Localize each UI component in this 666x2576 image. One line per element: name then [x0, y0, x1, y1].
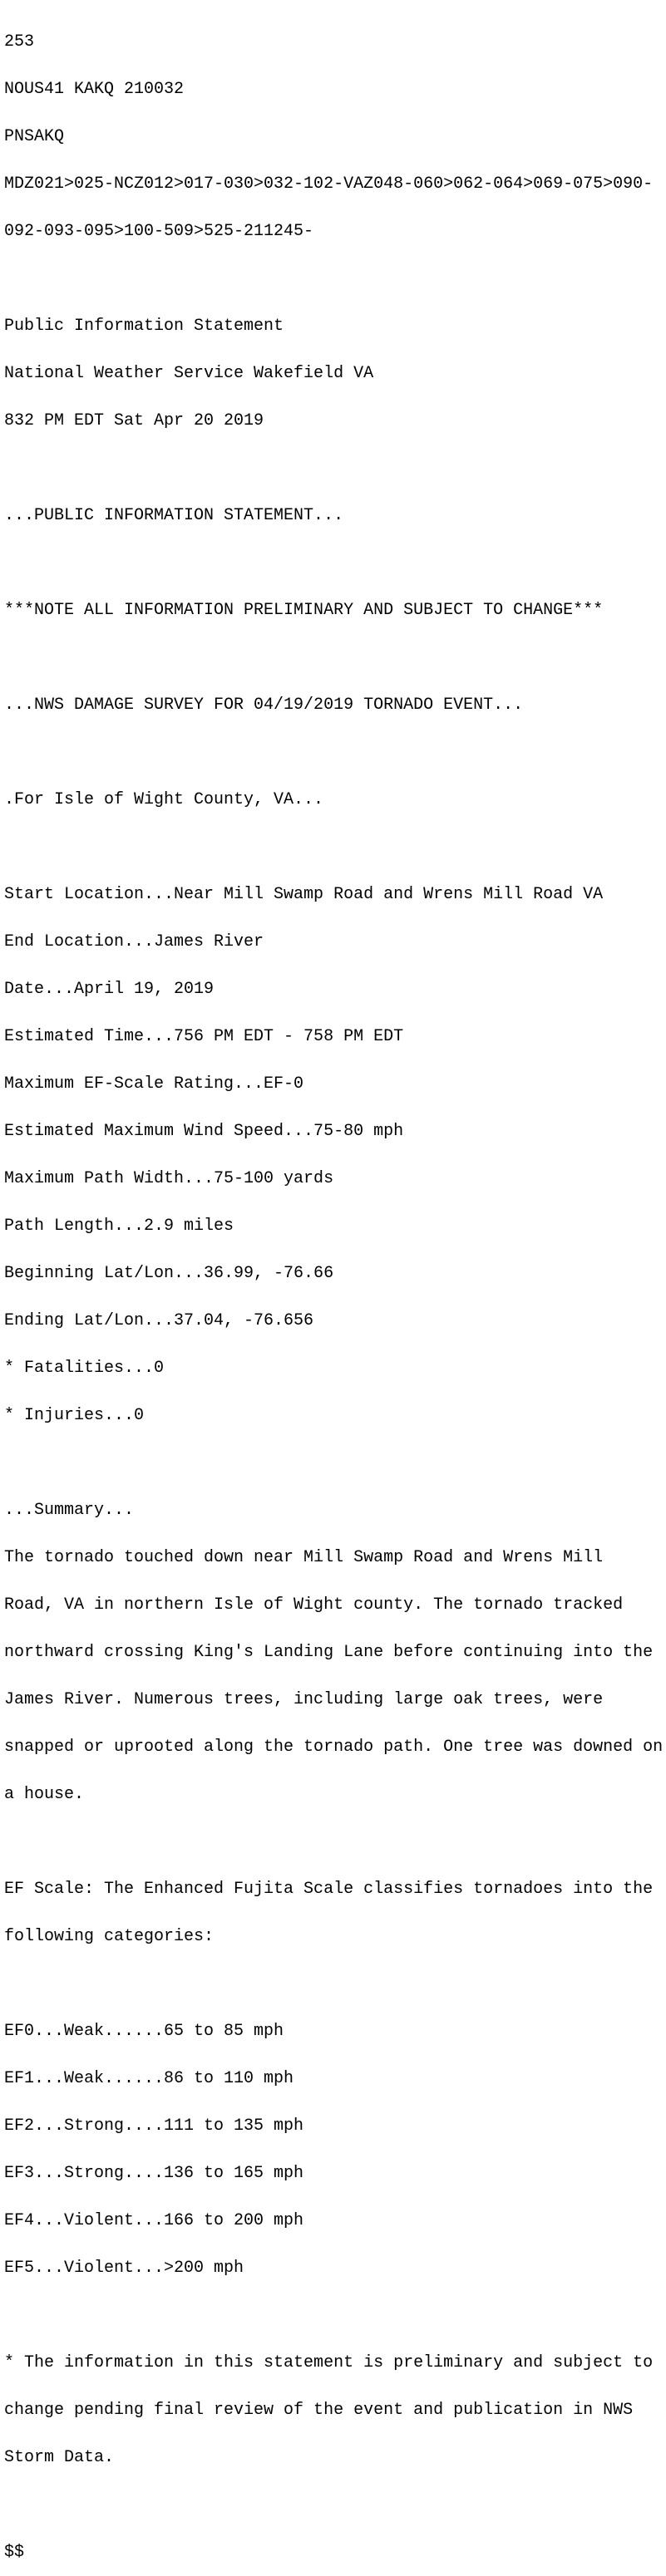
summary-text-line: Road, VA in northern Isle of Wight county. The tornado tracked: [4, 1595, 624, 1615]
blank-line: [4, 2308, 666, 2323]
blank-line: [4, 555, 666, 571]
ef-category-ef3: EF3...Strong....136 to 165 mph: [4, 2164, 304, 2183]
ef-category-ef5: EF5...Violent...>200 mph: [4, 2259, 244, 2278]
summary-text-line: northward crossing King's Landing Lane before continuing into the: [4, 1643, 654, 1662]
ugc-zone-line: MDZ021>025-NCZ012>017-030>032-102-VAZ048-060>062-064>069-075>090-: [4, 175, 654, 194]
issue-time: 832 PM EDT Sat Apr 20 2019: [4, 411, 264, 430]
detail-fatalities: * Fatalities...0: [4, 1359, 165, 1378]
detail-date: Date...April 19, 2019: [4, 980, 215, 999]
disclaimer-line: change pending final review of the event and publication in NWS: [4, 2401, 634, 2420]
wmo-header: NOUS41 KAKQ 210032: [4, 80, 185, 99]
survey-heading: ...NWS DAMAGE SURVEY FOR 04/19/2019 TORNADO EVENT...: [4, 696, 524, 715]
blank-line: [4, 2497, 666, 2513]
blank-line: [4, 1976, 666, 1992]
ef-category-ef0: EF0...Weak......65 to 85 mph: [4, 2022, 284, 2041]
product-title: Public Information Statement: [4, 317, 284, 336]
summary-heading: ...Summary...: [4, 1501, 135, 1520]
detail-end-location: End Location...James River: [4, 932, 264, 951]
summary-text-line: snapped or uprooted along the tornado path. One tree was downed on: [4, 1738, 664, 1757]
detail-path-width: Maximum Path Width...75-100 yards: [4, 1169, 334, 1188]
statement-banner: ...PUBLIC INFORMATION STATEMENT...: [4, 506, 344, 525]
detail-ef-rating: Maximum EF-Scale Rating...EF-0: [4, 1074, 304, 1094]
blank-line: [4, 650, 666, 666]
ef-category-ef2: EF2...Strong....111 to 135 mph: [4, 2116, 304, 2136]
blank-line: [4, 271, 666, 287]
summary-text-line: James River. Numerous trees, including large oak trees, were: [4, 1690, 604, 1709]
disclaimer-line: Storm Data.: [4, 2448, 115, 2467]
blank-line: [4, 460, 666, 476]
detail-path-length: Path Length...2.9 miles: [4, 1217, 234, 1236]
ef-scale-intro-line: EF Scale: The Enhanced Fujita Scale classifies tornadoes into the: [4, 1880, 654, 1899]
awips-id: PNSAKQ: [4, 127, 65, 146]
issuing-office: National Weather Service Wakefield VA: [4, 364, 374, 383]
end-of-product-marker: $$: [4, 2543, 25, 2562]
ugc-zone-line: 092-093-095>100-509>525-211245-: [4, 222, 314, 241]
ef-scale-intro-line: following categories:: [4, 1927, 215, 1946]
blank-line: [4, 745, 666, 760]
detail-wind-speed: Estimated Maximum Wind Speed...75-80 mph: [4, 1122, 404, 1141]
blank-line: [4, 1455, 666, 1471]
ef-category-ef1: EF1...Weak......86 to 110 mph: [4, 2069, 294, 2088]
detail-end-latlon: Ending Lat/Lon...37.04, -76.656: [4, 1311, 314, 1330]
county-heading: .For Isle of Wight County, VA...: [4, 790, 324, 809]
ef-category-ef4: EF4...Violent...166 to 200 mph: [4, 2211, 304, 2230]
detail-time: Estimated Time...756 PM EDT - 758 PM EDT: [4, 1027, 404, 1046]
sequence-number: 253: [4, 32, 35, 52]
blank-line: [4, 839, 666, 855]
blank-line: [4, 1834, 666, 1850]
detail-start-location: Start Location...Near Mill Swamp Road and Wrens Mill Road VA: [4, 885, 604, 904]
summary-text-line: a house.: [4, 1785, 85, 1804]
detail-begin-latlon: Beginning Lat/Lon...36.99, -76.66: [4, 1264, 334, 1283]
summary-text-line: The tornado touched down near Mill Swamp Road and Wrens Mill: [4, 1548, 604, 1567]
detail-injuries: * Injuries...0: [4, 1406, 145, 1425]
disclaimer-line: * The information in this statement is preliminary and subject to: [4, 2353, 654, 2372]
preliminary-note: ***NOTE ALL INFORMATION PRELIMINARY AND SUBJECT TO CHANGE***: [4, 601, 604, 620]
